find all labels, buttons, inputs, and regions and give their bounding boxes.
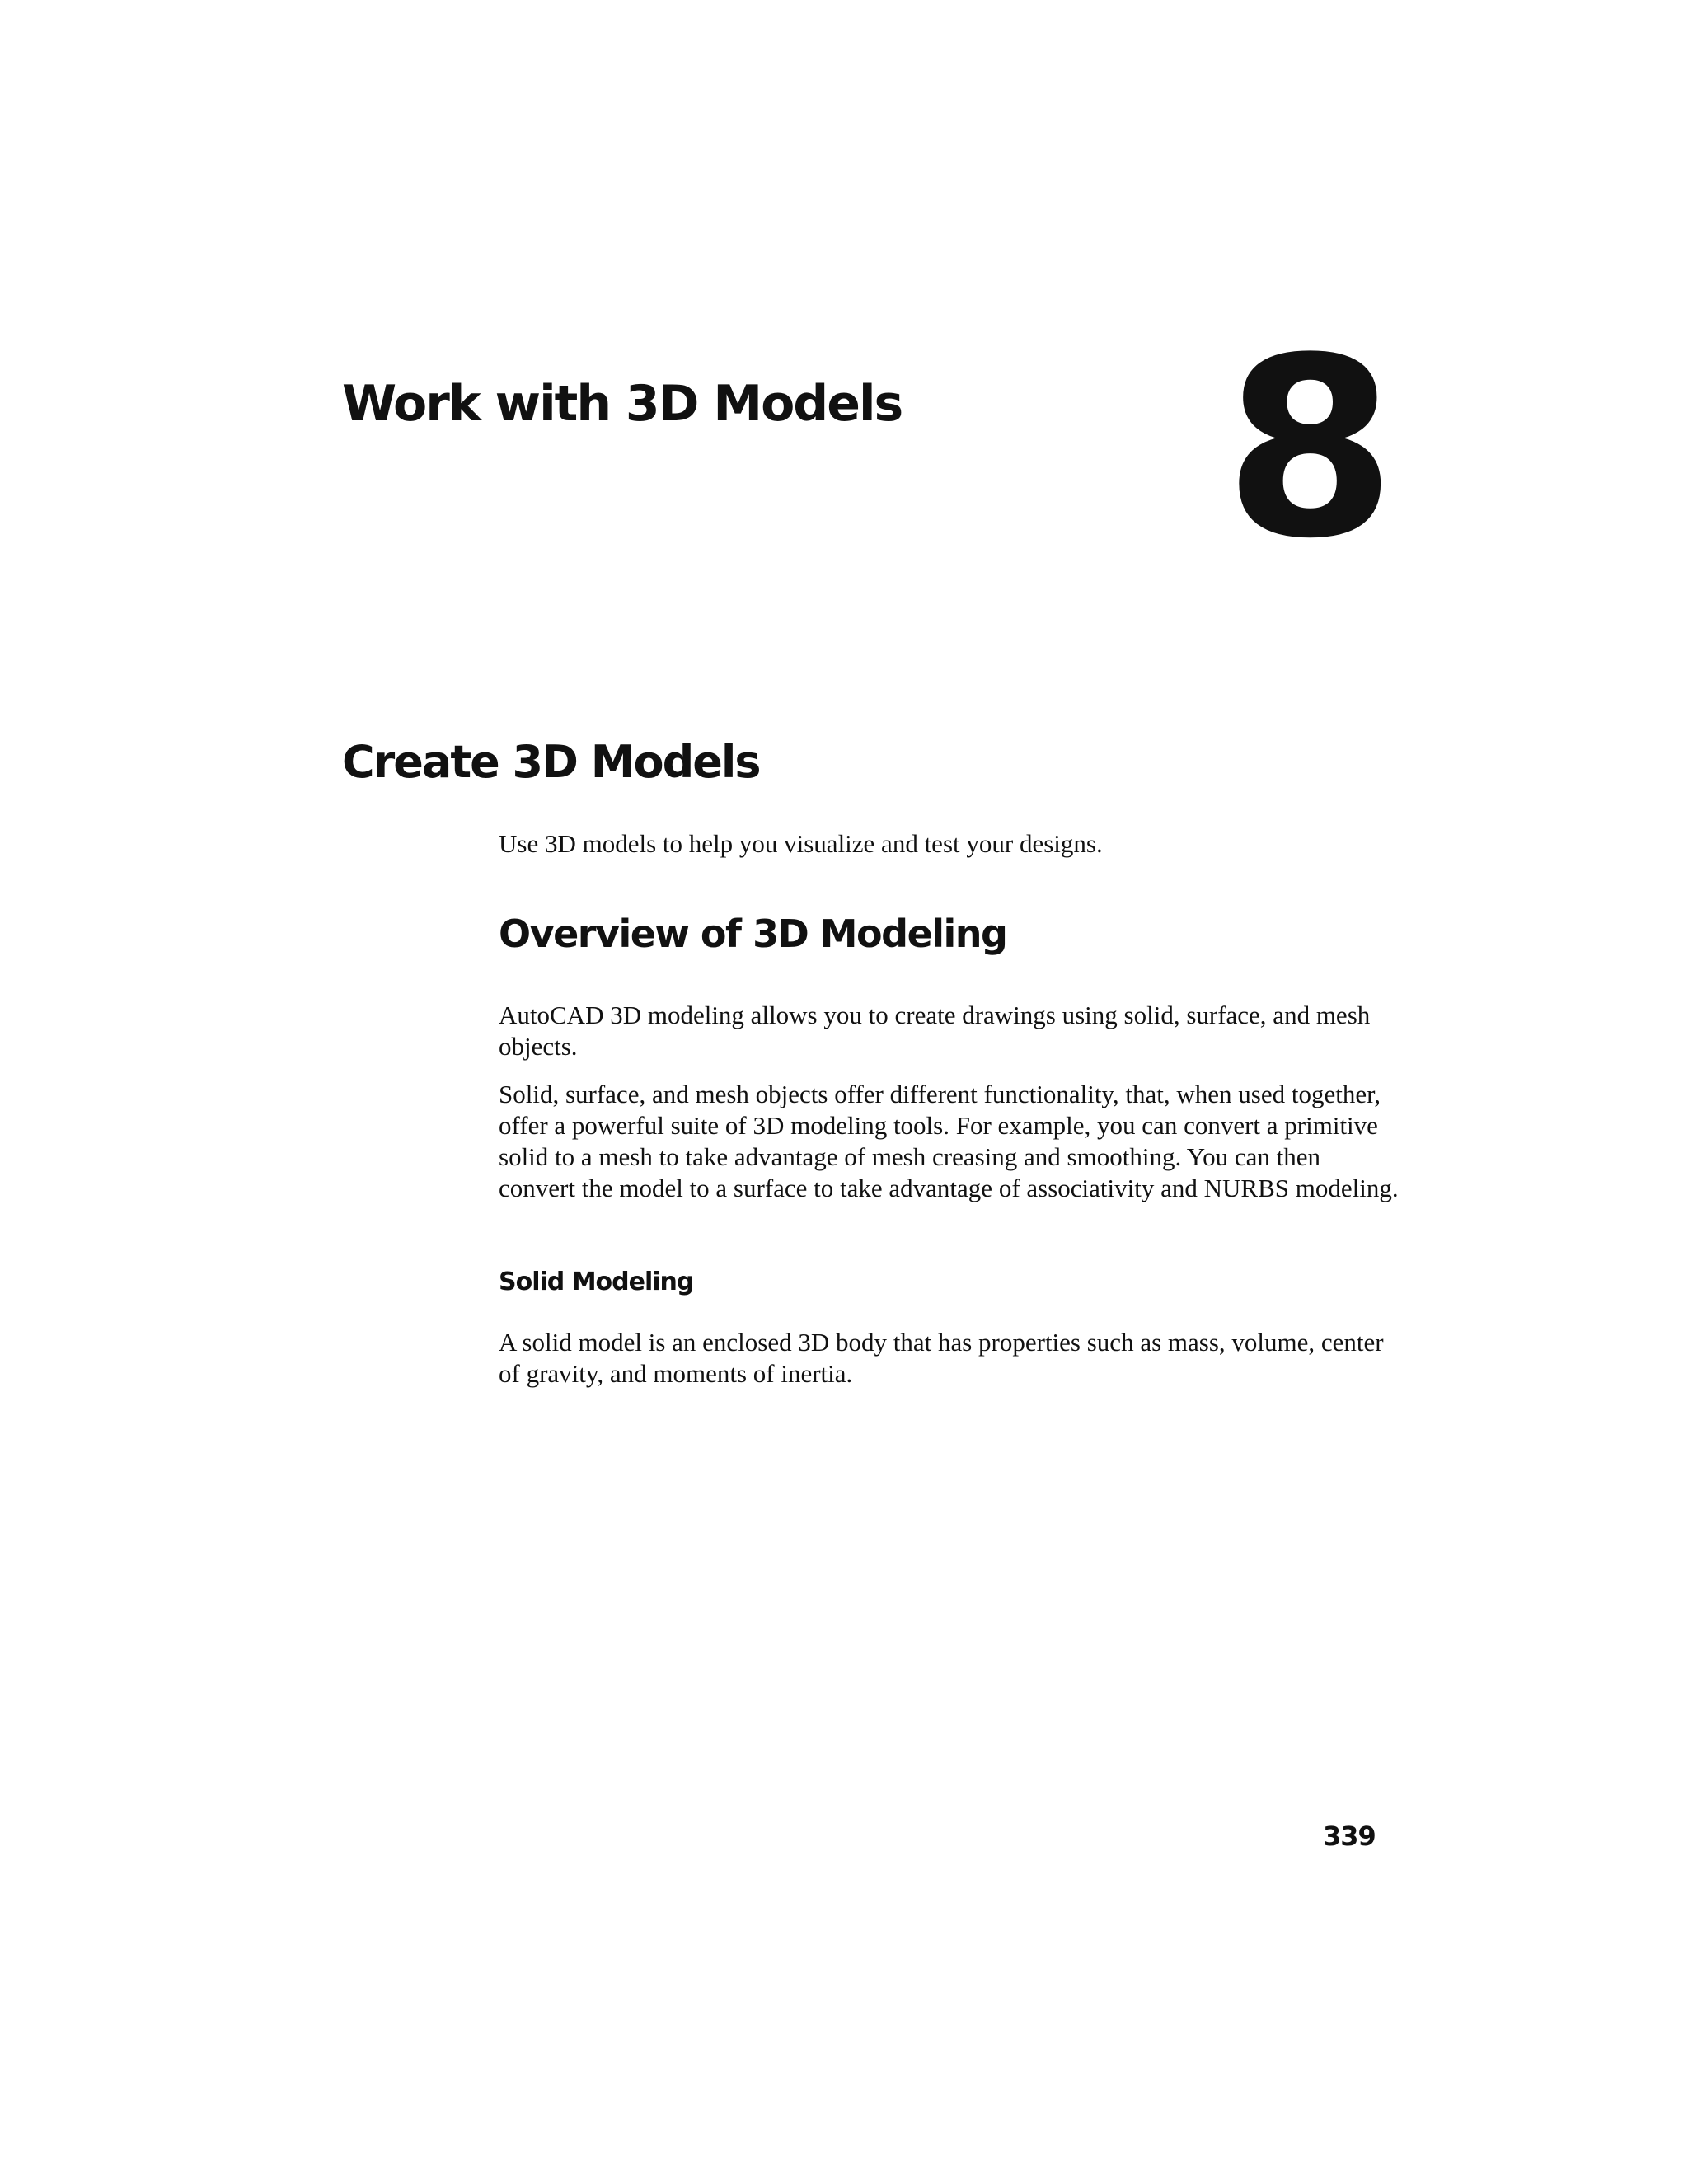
section-intro: Use 3D models to help you visualize and test your designs. — [499, 829, 1103, 858]
subsection-title: Overview of 3D Modeling — [499, 912, 1007, 956]
page-number: 339 — [1323, 1821, 1376, 1852]
overview-paragraph-1: AutoCAD 3D modeling allows you to create drawings using solid, surface, and mesh objects. — [499, 1001, 1371, 1061]
solid-modeling-paragraph: A solid model is an enclosed 3D body that has properties such as mass, volume, center of gravity, and moments of inertia. — [499, 1328, 1384, 1388]
chapter-number: 8 — [1224, 305, 1390, 593]
section-title: Create 3D Models — [342, 736, 760, 788]
solid-modeling-heading: Solid Modeling — [499, 1268, 694, 1296]
chapter-title: Work with 3D Models — [342, 375, 903, 433]
overview-paragraph-2: Solid, surface, and mesh objects offer different functionality, that, when used together, offer a powerful suite of 3D modeling tools. For example, you can convert a primitive solid to a mesh to take advantage of mesh creasing and smoothing. You can then convert the model to a surface to take advantage of associativity and NURBS modeling. — [499, 1080, 1399, 1202]
